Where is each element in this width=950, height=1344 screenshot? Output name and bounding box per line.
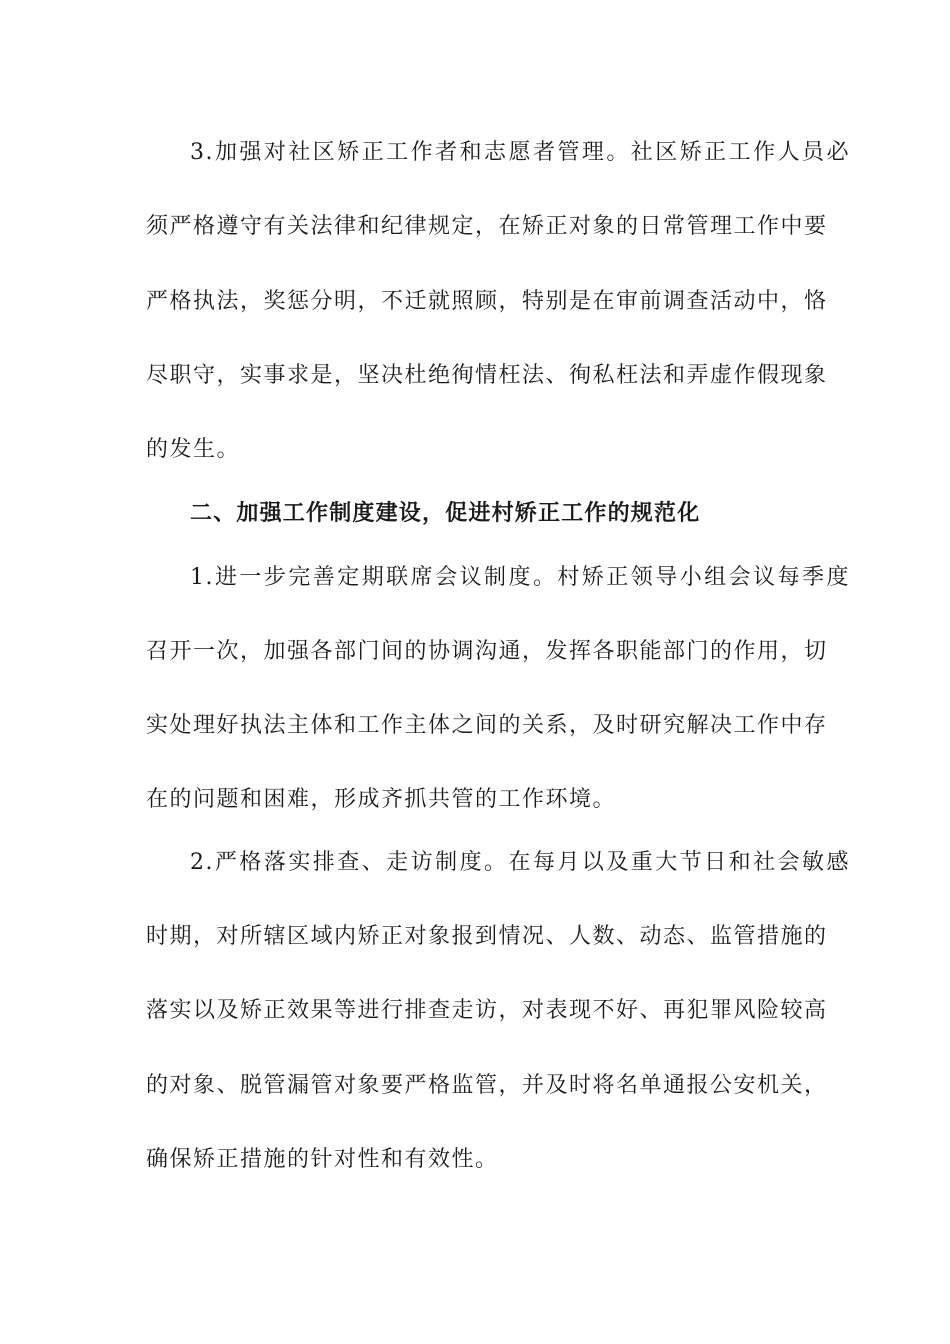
paragraph-2-line-1: 1.进一步完善定期联席会议制度。村矫正领导小组会议每季度: [190, 565, 850, 590]
paragraph-3-line-5: 确保矫正措施的针对性和有效性。: [146, 1147, 499, 1172]
paragraph-2-line-4: 在的问题和困难，形成齐抓共管的工作环境。: [146, 787, 617, 812]
section-heading: 二、加强工作制度建设，促进村矫正工作的规范化: [190, 500, 701, 526]
paragraph-2-line-2: 召开一次，加强各部门间的协调沟通，发挥各职能部门的作用，切: [146, 639, 828, 664]
paragraph-1-line-5: 的发生。: [146, 437, 241, 462]
paragraph-3-line-4: 的对象、脱管漏管对象要严格监管，并及时将名单通报公安机关，: [146, 1073, 828, 1098]
paragraph-3-line-1: 2.严格落实排查、走访制度。在每月以及重大节日和社会敏感: [190, 850, 850, 875]
paragraph-3-line-3: 落实以及矫正效果等进行排查走访，对表现不好、再犯罪风险较高: [146, 998, 828, 1023]
paragraph-1-line-4: 尽职守，实事求是，坚决杜绝徇情枉法、徇私枉法和弄虚作假现象: [146, 363, 828, 388]
paragraph-2-line-3: 实处理好执法主体和工作主体之间的关系，及时研究解决工作中存: [146, 713, 828, 738]
paragraph-1-line-2: 须严格遵守有关法律和纪律规定，在矫正对象的日常管理工作中要: [146, 214, 828, 239]
paragraph-1-line-1: 3.加强对社区矫正工作者和志愿者管理。社区矫正工作人员必: [190, 140, 850, 165]
paragraph-1-line-3: 严格执法，奖惩分明，不迁就照顾，特别是在审前调查活动中，恪: [146, 289, 828, 314]
paragraph-3-line-2: 时期，对所辖区域内矫正对象报到情况、人数、动态、监管措施的: [146, 924, 828, 949]
